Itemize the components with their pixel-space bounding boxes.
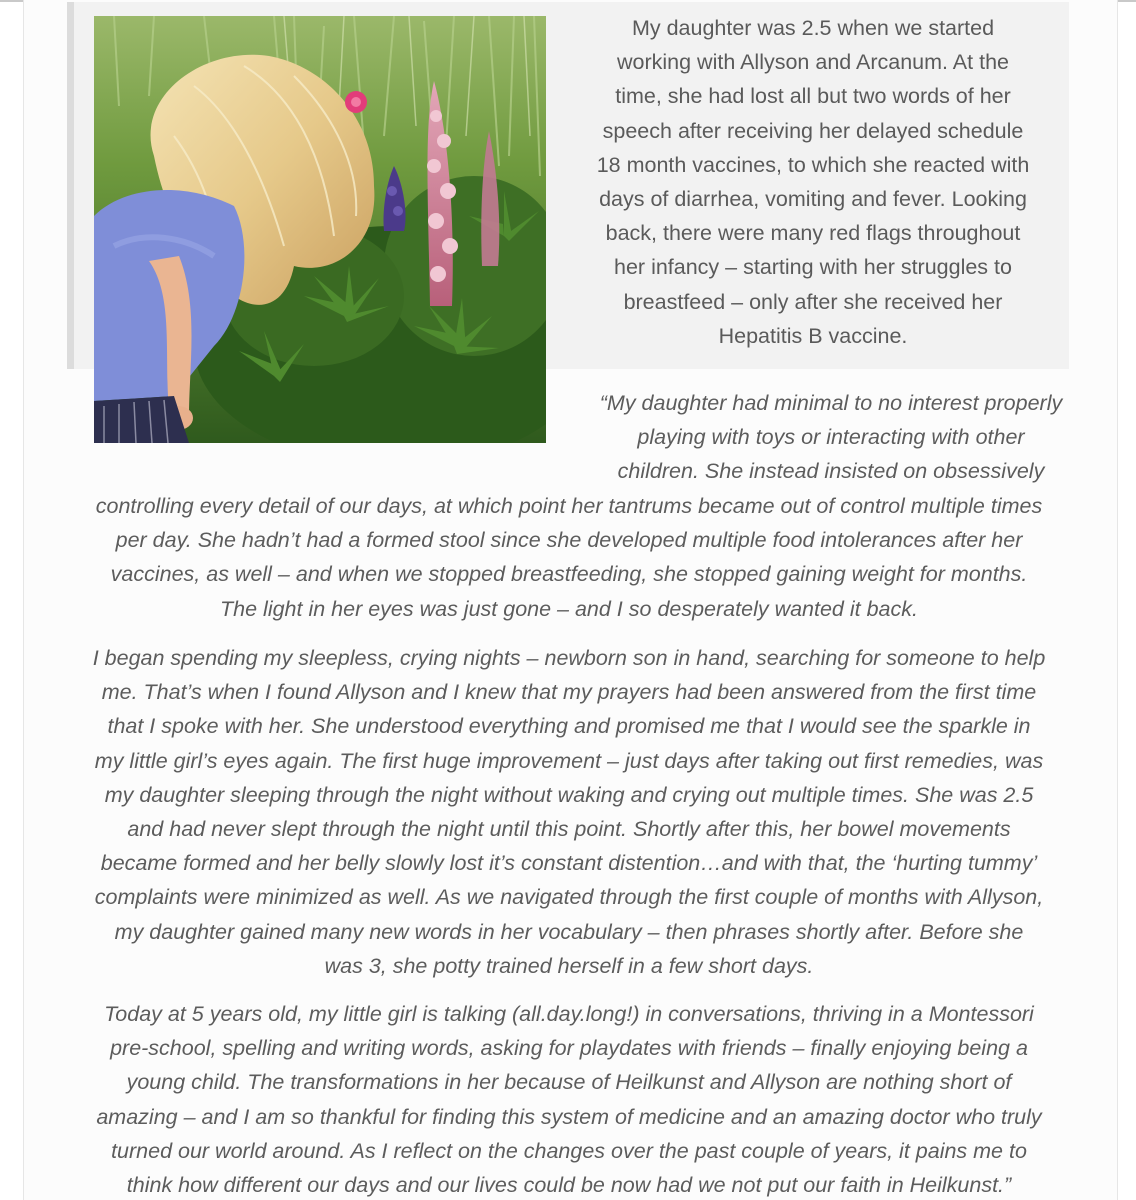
quote-line: complaints were minimized as well. As we navigated through the first couple of months with Allyson, <box>94 885 1044 910</box>
quote-line: my daughter sleeping through the night without waking and crying out multiple times. She was 2.5 <box>104 782 1034 807</box>
quote-line: vaccines, as well – and when we stopped breastfeeding, she stopped gaining weight for months. <box>110 562 1028 587</box>
quote-line: turned our world around. As I reflect on the changes over the past couple of years, it pains me to <box>111 1138 1027 1163</box>
quote-paragraph-1-beside-photo <box>566 386 1096 489</box>
quote-line: per day. She hadn’t had a formed stool since she developed multiple food intolerances after her <box>115 528 1023 553</box>
quote-line: The light in her eyes was just gone – and I so desperately wanted it back. <box>220 596 918 621</box>
quote-line: became formed and her belly slowly lost it’s constant distention…and with that, the ‘hurting tummy’ <box>100 851 1038 876</box>
intro-line: speech after receiving her delayed schedule <box>602 118 1024 143</box>
intro-line: days of diarrhea, vomiting and fever. Looking <box>599 187 1027 212</box>
intro-line: Hepatitis B vaccine. <box>718 323 908 348</box>
quote-line: my daughter gained many new words in her vocabulary – then phrases shortly after. Before she <box>114 919 1024 944</box>
quote-line: me. That’s when I found Allyson and I knew that my prayers had been answered from the first time <box>101 680 1037 705</box>
quote-line: that I spoke with her. She understood everything and promised me that I would see the sparkle in <box>107 714 1031 739</box>
quote-line: children. She instead insisted on obsessively <box>617 459 1045 484</box>
quote-paragraph-2 <box>48 641 1090 983</box>
quote-line: amazing – and I am so thankful for finding this system of medicine and an amazing doctor who truly <box>96 1104 1042 1129</box>
quote-line: was 3, she potty trained herself in a few short days. <box>324 953 814 978</box>
quote-line: pre-school, spelling and writing words, asking for playdates with friends – finally enjoying being a <box>110 1036 1028 1061</box>
quote-paragraph-3 <box>48 997 1090 1200</box>
quote-line: think how different our days and our lives could be now had we not put our faith in Heilkunst.” <box>126 1173 1012 1198</box>
quote-line: controlling every detail of our days, at which point her tantrums became out of control multiple times <box>95 494 1043 518</box>
intro-line: breastfeed – only after she received her <box>623 289 1003 314</box>
quote-line: “My daughter had minimal to no interest properly <box>599 391 1063 415</box>
quote-line: and had never slept through the night until this point. Shortly after this, her bowel movements <box>127 817 1011 842</box>
quote-line: my little girl’s eyes again. The first huge improvement – just days after taking out first remedies, was <box>94 748 1044 773</box>
intro-line: back, there were many red flags throughout <box>605 221 1021 246</box>
intro-line: 18 month vaccines, to which she reacted with <box>596 152 1030 177</box>
quote-line: playing with toys or interacting with other <box>637 425 1025 450</box>
intro-line: working with Allyson and Arcanum. At the <box>617 50 1009 75</box>
quote-line: I began spending my sleepless, crying nights – newborn son in hand, searching for someone to help <box>92 646 1046 670</box>
quote-line: young child. The transformations in her because of Heilkunst and Allyson are nothing short of <box>126 1070 1012 1095</box>
quote-line: Today at 5 years old, my little girl is talking (all.day.long!) in conversations, thriving in a Montessori <box>104 1002 1034 1026</box>
intro-line: My daughter was 2.5 when we started <box>631 16 995 40</box>
quote-paragraph-1 <box>48 489 1090 626</box>
intro-paragraph <box>570 11 1056 353</box>
photo-girl-lupines <box>94 16 546 443</box>
intro-line: time, she had lost all but two words of her <box>615 84 1011 109</box>
intro-line: her infancy – starting with her struggles to <box>614 255 1012 280</box>
